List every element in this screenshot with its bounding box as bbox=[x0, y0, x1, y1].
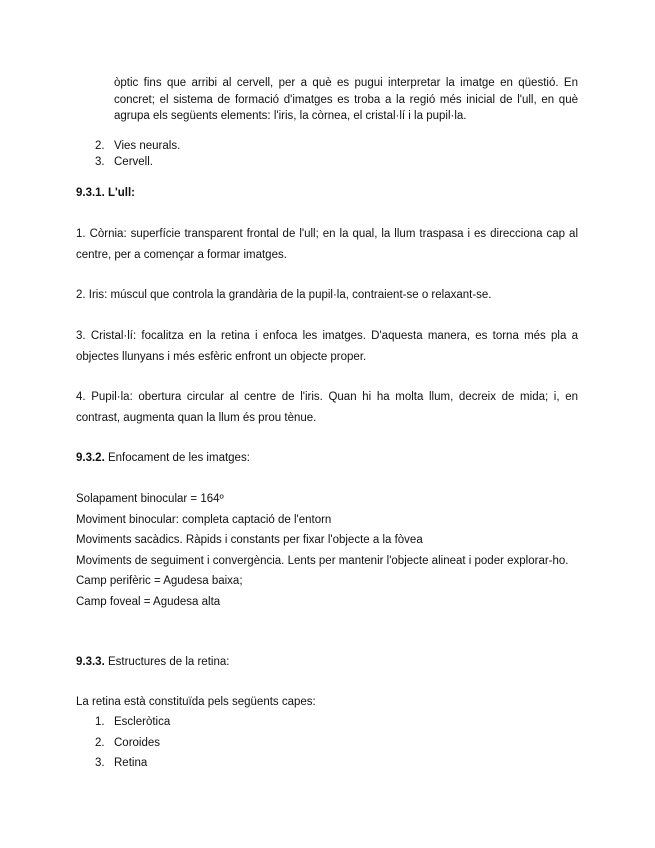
section-heading-9-3-1 bbox=[76, 183, 135, 203]
list-item-text: Coroides bbox=[114, 736, 161, 749]
list-item bbox=[76, 733, 578, 754]
focus-line: Moviments de seguiment i convergència. Lents per mantenir l'objecte alineat i poder explorar-ho. bbox=[76, 554, 569, 567]
list-item bbox=[76, 753, 578, 774]
section-number: 9.3.2. bbox=[76, 452, 105, 464]
eye-part-cornea: 1. Còrnia: superfície transparent frontal de l'ull; en la qual, la llum traspasa i es direcciona cap al centre, per a començar a formar imatges. bbox=[76, 228, 578, 261]
list-item bbox=[76, 712, 578, 733]
focus-section bbox=[76, 489, 578, 612]
list-item bbox=[76, 154, 578, 170]
section-heading-9-3-2 bbox=[76, 448, 250, 468]
list-item-number: 1. bbox=[95, 716, 105, 728]
top-list bbox=[76, 138, 578, 170]
section-title: Estructures de la retina: bbox=[107, 656, 230, 668]
intro-paragraph: òptic fins que arribi al cervell, per a què es pugui interpretar la imatge en qüestió. En concret; el sistema de formació d'imatges es troba a la regió més inicial de l'ull, en què agrupa els següents elements: l'iris, la còrnea, el cristal·lí i la pupil·la. bbox=[114, 77, 578, 122]
focus-line: Moviment binocular: completa captació de l'entorn bbox=[76, 513, 332, 526]
retina-intro: La retina està constituïda pels següents capes: bbox=[76, 696, 316, 708]
list-item-text: Retina bbox=[114, 757, 148, 769]
eye-part-lens: 3. Cristal·lí: focalitza en la retina i enfoca les imatges. D'aquesta manera, es torna més pla a objectes llunyans i més esfèric enfront un objecte proper. bbox=[76, 330, 578, 363]
section-title: Enfocament de les imatges: bbox=[107, 452, 250, 464]
focus-line: Moviments sacàdics. Ràpids i constants per fixar l'objecte a la fòvea bbox=[76, 534, 423, 546]
list-item-number: 3. bbox=[95, 156, 105, 168]
focus-line: Camp perifèric = Agudesa baixa; bbox=[76, 575, 243, 587]
eye-part-pupil: 4. Pupil·la: obertura circular al centre de l'iris. Quan hi ha molta llum, decreix de mida; i, en contrast, augmenta quan la llum és prou tènue. bbox=[76, 391, 578, 424]
section-number: 9.3.1. bbox=[76, 187, 105, 199]
list-item-number: 2. bbox=[95, 140, 105, 152]
list-item-text: Cervell. bbox=[114, 156, 153, 168]
list-item-text: Vies neurals. bbox=[114, 140, 181, 152]
section-title: L'ull: bbox=[107, 187, 135, 199]
eye-part-iris: 2. Iris: múscul que controla la grandària de la pupil·la, contraient-se o relaxant-se. bbox=[76, 289, 492, 301]
retina-layers-list bbox=[76, 712, 578, 774]
focus-line: Camp foveal = Agudesa alta bbox=[76, 595, 221, 608]
list-item-number: 2. bbox=[95, 736, 105, 749]
section-number: 9.3.3. bbox=[76, 656, 105, 668]
focus-line: Solapament binocular = 164º bbox=[76, 493, 224, 505]
list-item-text: Escleròtica bbox=[114, 716, 171, 728]
section-heading-9-3-3 bbox=[76, 652, 229, 672]
list-item bbox=[76, 138, 578, 154]
list-item-number: 3. bbox=[95, 757, 105, 769]
